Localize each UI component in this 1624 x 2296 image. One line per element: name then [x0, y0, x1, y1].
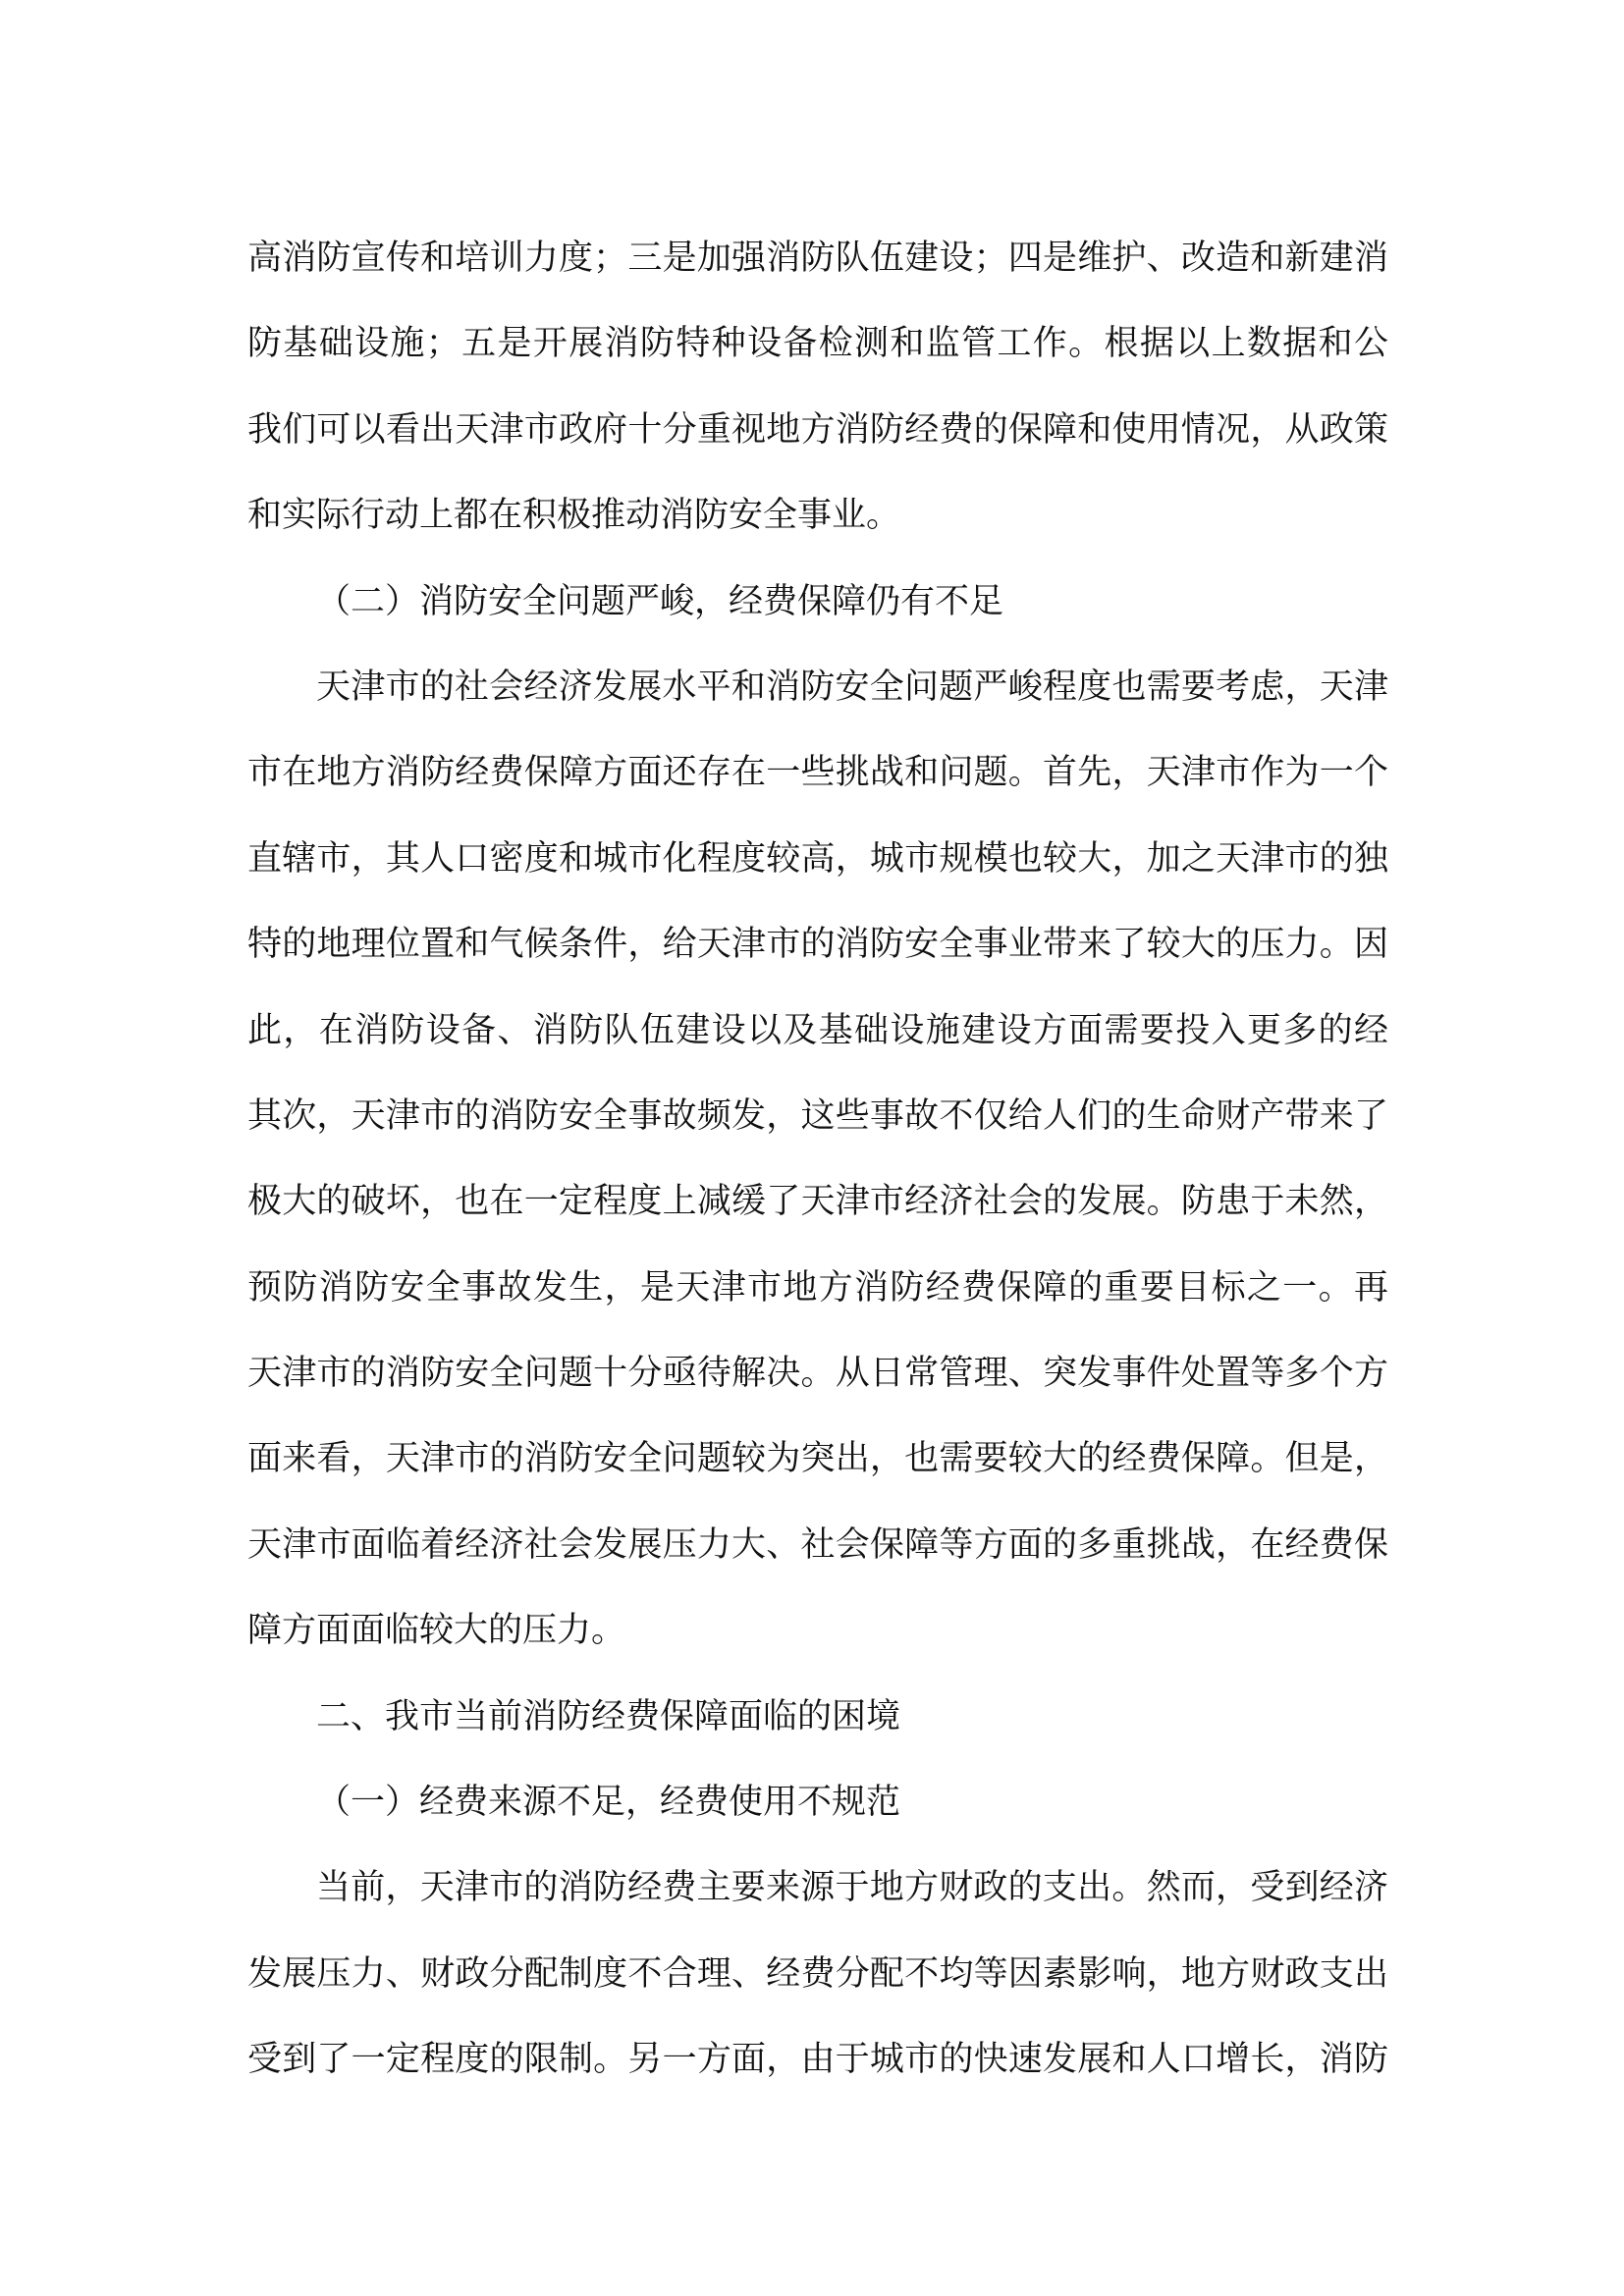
paragraph-line: 预防消防安全事故发生，是天津市地方消防经费保障的重要目标之一。再 — [247, 1267, 1388, 1308]
paragraph-line: 直辖市，其人口密度和城市化程度较高，城市规模也较大，加之天津市的独 — [247, 838, 1388, 879]
paragraph-line: 高消防宣传和培训力度；三是加强消防队伍建设；四是维护、改造和新建消 — [247, 239, 1388, 278]
paragraph-line: 市在地方消防经费保障方面还存在一些挑战和问题。首先，天津市作为一个 — [247, 753, 1388, 793]
paragraph-line: 受到了一定程度的限制。另一方面，由于城市的快速发展和人口增长，消防 — [247, 2040, 1388, 2080]
section-heading: （二）消防安全问题严峻，经费保障仍有不足 — [316, 581, 1004, 621]
paragraph-line: 我们可以看出天津市政府十分重视地方消防经费的保障和使用情况，从政策 — [247, 409, 1388, 450]
paragraph-line: 特的地理位置和气候条件，给天津市的消防安全事业带来了较大的压力。因 — [247, 925, 1388, 965]
paragraph-line: 障方面面临较大的压力。 — [247, 1611, 626, 1651]
paragraph-line: 极大的破坏，也在一定程度上减缓了天津市经济社会的发展。防患于未然， — [247, 1182, 1388, 1222]
paragraph-line: 天津市的消防安全问题十分亟待解决。从日常管理、突发事件处置等多个方 — [247, 1354, 1388, 1394]
paragraph-line: 当前，天津市的消防经费主要来源于地方财政的支出。然而，受到经济 — [316, 1868, 1388, 1908]
paragraph-line: 天津市的社会经济发展水平和消防安全问题严峻程度也需要考虑，天津 — [316, 667, 1388, 707]
paragraph-line: 天津市面临着经济社会发展压力大、社会保障等方面的多重挑战，在经费保 — [247, 1524, 1388, 1565]
chapter-heading: 二、我市当前消防经费保障面临的困境 — [316, 1696, 901, 1736]
paragraph-line: 发展压力、财政分配制度不合理、经费分配不均等因素影响，地方财政支出 — [247, 1953, 1388, 1994]
paragraph-line: 防基础设施；五是开展消防特种设备检测和监管工作。根据以上数据和公 — [247, 324, 1388, 364]
paragraph-line: 面来看，天津市的消防安全问题较为突出，也需要较大的经费保障。但是， — [247, 1439, 1388, 1479]
section-heading: （一）经费来源不足，经费使用不规范 — [316, 1783, 901, 1823]
paragraph-line: 和实际行动上都在积极推动消防安全事业。 — [247, 496, 901, 536]
paragraph-line: 此，在消防设备、消防队伍建设以及基础设施建设方面需要投入更多的经 — [247, 1010, 1388, 1050]
paragraph-line: 其次，天津市的消防安全事故频发，这些事故不仅给人们的生命财产带来了 — [247, 1095, 1388, 1136]
document-page — [247, 216, 1388, 2104]
